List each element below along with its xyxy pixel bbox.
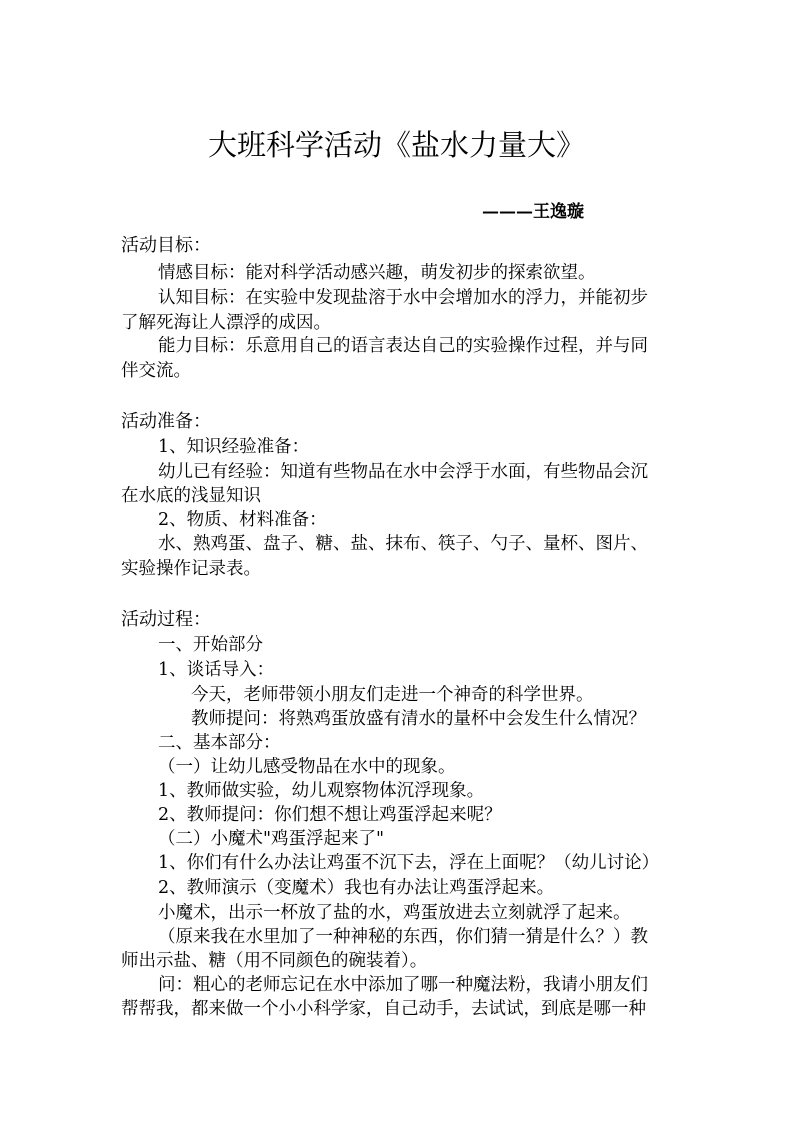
part1-text1: 今天，老师带领小朋友们走进一个神奇的科学世界。 — [191, 685, 594, 705]
goals-heading: 活动目标： — [121, 235, 211, 256]
part1-step1: 1、谈话导入： — [158, 660, 275, 680]
part2-sub2: （二）小魔术"鸡蛋浮起来了" — [158, 829, 385, 849]
page-title: 大班科学活动《盐水力量大》 — [207, 128, 585, 162]
part2-sub1: （一）让幼儿感受物品在水中的现象。 — [158, 757, 456, 777]
knowledge-heading: 1、知识经验准备： — [158, 437, 310, 457]
question-line1: 问：粗心的老师忘记在水中添加了哪一种魔法粉，我请小朋友们 — [158, 975, 648, 995]
ability-goal-line1: 能力目标：乐意用自己的语言表达自己的实验操作过程，并与同 — [158, 336, 648, 356]
preparation-heading: 活动准备： — [121, 411, 211, 432]
part2-sub2-step2: 2、教师演示（变魔术）我也有办法让鸡蛋浮起来。 — [158, 878, 555, 898]
material-line1: 水、熟鸡蛋、盘子、糖、盐、抹布、筷子、勺子、量杯、图片、 — [158, 534, 648, 554]
part2-sub2-step1: 1、你们有什么办法让鸡蛋不沉下去，浮在上面呢？（幼儿讨论） — [158, 853, 660, 873]
knowledge-line2: 在水底的浅显知识 — [121, 486, 261, 506]
author-line: ———王逸璇 — [482, 202, 584, 222]
cognitive-goal-line1: 认知目标：在实验中发现盐溶于水中会增加水的浮力，并能初步 — [158, 288, 648, 308]
reveal-line1: （原来我在水里加了一种神秘的东西，你们猜一猜是什么？）教 — [158, 927, 648, 947]
material-line2: 实验操作记录表。 — [121, 559, 261, 579]
magic-text: 小魔术，出示一杯放了盐的水，鸡蛋放进去立刻就浮了起来。 — [158, 903, 631, 923]
part2-sub1-step1: 1、教师做实验，幼儿观察物体沉浮现象。 — [158, 781, 485, 801]
ability-goal-line2: 伴交流。 — [121, 361, 191, 381]
part2-sub1-step2: 2、教师提问：你们想不想让鸡蛋浮起来呢？ — [158, 805, 502, 825]
question-line2: 帮帮我，都来做一个小小科学家，自己动手，去试试，到底是哪一种 — [121, 999, 646, 1019]
part1-heading: 一、开始部分 — [158, 635, 263, 655]
process-heading: 活动过程： — [121, 609, 211, 630]
reveal-line2: 师出示盐、糖（用不同颜色的碗装着）。 — [121, 951, 428, 971]
part1-text2: 教师提问：将熟鸡蛋放盛有清水的量杯中会发生什么情况？ — [191, 709, 646, 729]
emotion-goal: 情感目标：能对科学活动感兴趣，萌发初步的探索欲望。 — [158, 263, 596, 283]
cognitive-goal-line2: 了解死海让人漂浮的成因。 — [121, 313, 331, 333]
knowledge-line1: 幼儿已有经验：知道有些物品在水中会浮于水面，有些物品会沉 — [158, 462, 648, 482]
part2-heading: 二、基本部分： — [158, 733, 281, 753]
material-heading: 2、物质、材料准备： — [158, 510, 327, 530]
